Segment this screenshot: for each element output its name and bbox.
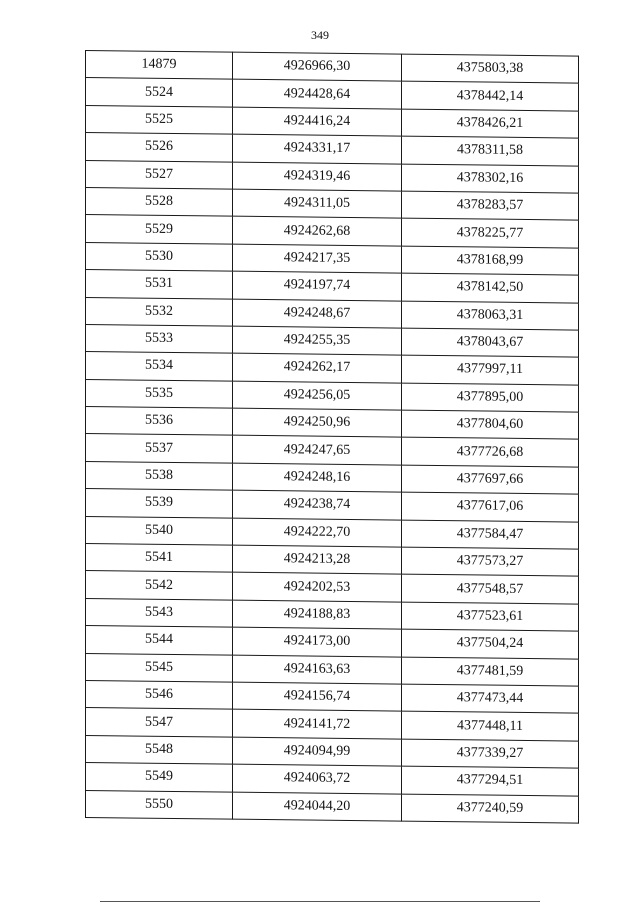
coordinates-table-container [85,50,575,823]
y-coordinate-cell: 4377697,66 [402,465,579,494]
x-coordinate-cell: 4924311,05 [233,189,402,218]
y-coordinate-cell: 4377895,00 [402,383,579,412]
point-number-cell: 5532 [86,297,233,326]
point-number-cell: 5531 [86,270,233,299]
point-number-cell: 14879 [86,51,233,80]
y-coordinate-cell: 4377473,44 [402,684,579,713]
x-coordinate-cell: 4924213,28 [233,545,402,574]
point-number-cell: 5530 [86,242,233,271]
point-number-cell: 5548 [86,735,233,764]
coordinates-table [85,50,579,824]
x-coordinate-cell: 4924217,35 [233,244,402,273]
x-coordinate-cell: 4924238,74 [233,490,402,519]
point-number-cell: 5536 [86,407,233,436]
y-coordinate-cell: 4377997,11 [402,355,579,384]
x-coordinate-cell: 4926966,30 [233,52,402,81]
point-number-cell: 5537 [86,434,233,463]
y-coordinate-cell: 4377573,27 [402,547,579,576]
x-coordinate-cell: 4924255,35 [233,326,402,355]
x-coordinate-cell: 4924262,17 [233,353,402,382]
point-number-cell: 5549 [86,763,233,792]
y-coordinate-cell: 4377726,68 [402,438,579,467]
x-coordinate-cell: 4924262,68 [233,217,402,246]
point-number-cell: 5540 [86,516,233,545]
y-coordinate-cell: 4378043,67 [402,328,579,357]
x-coordinate-cell: 4924247,65 [233,436,402,465]
y-coordinate-cell: 4378426,21 [402,109,579,138]
y-coordinate-cell: 4377804,60 [402,410,579,439]
y-coordinate-cell: 4377584,47 [402,520,579,549]
y-coordinate-cell: 4378225,77 [402,218,579,247]
y-coordinate-cell: 4378442,14 [402,81,579,110]
x-coordinate-cell: 4924250,96 [233,408,402,437]
point-number-cell: 5538 [86,461,233,490]
y-coordinate-cell: 4377523,61 [402,602,579,631]
y-coordinate-cell: 4378311,58 [402,136,579,165]
table-row [86,790,579,823]
y-coordinate-cell: 4377481,59 [402,657,579,686]
point-number-cell: 5533 [86,324,233,353]
point-number-cell: 5529 [86,215,233,244]
page-number: 349 [311,28,329,42]
x-coordinate-cell: 4924256,05 [233,381,402,410]
y-coordinate-cell: 4377448,11 [402,711,579,740]
y-coordinate-cell: 4378283,57 [402,191,579,220]
y-coordinate-cell: 4377294,51 [402,766,579,795]
x-coordinate-cell: 4924063,72 [233,764,402,793]
point-number-cell: 5535 [86,379,233,408]
x-coordinate-cell: 4924156,74 [233,682,402,711]
point-number-cell: 5526 [86,133,233,162]
x-coordinate-cell: 4924331,17 [233,134,402,163]
x-coordinate-cell: 4924173,00 [233,627,402,656]
point-number-cell: 5528 [86,187,233,216]
x-coordinate-cell: 4924188,83 [233,600,402,629]
x-coordinate-cell: 4924163,63 [233,655,402,684]
point-number-cell: 5525 [86,105,233,134]
y-coordinate-cell: 4377617,06 [402,492,579,521]
x-coordinate-cell: 4924044,20 [233,792,402,821]
point-number-cell: 5544 [86,626,233,655]
y-coordinate-cell: 4378168,99 [402,246,579,275]
point-number-cell: 5527 [86,160,233,189]
point-number-cell: 5547 [86,708,233,737]
x-coordinate-cell: 4924222,70 [233,518,402,547]
y-coordinate-cell: 4378302,16 [402,164,579,193]
x-coordinate-cell: 4924202,53 [233,573,402,602]
x-coordinate-cell: 4924248,67 [233,299,402,328]
x-coordinate-cell: 4924197,74 [233,271,402,300]
x-coordinate-cell: 4924319,46 [233,162,402,191]
y-coordinate-cell: 4378063,31 [402,301,579,330]
x-coordinate-cell: 4924248,16 [233,463,402,492]
y-coordinate-cell: 4377339,27 [402,739,579,768]
point-number-cell: 5534 [86,352,233,381]
x-coordinate-cell: 4924428,64 [233,80,402,109]
point-number-cell: 5539 [86,489,233,518]
x-coordinate-cell: 4924094,99 [233,737,402,766]
point-number-cell: 5541 [86,544,233,573]
y-coordinate-cell: 4378142,50 [402,273,579,302]
y-coordinate-cell: 4377504,24 [402,629,579,658]
y-coordinate-cell: 4377240,59 [402,794,579,823]
x-coordinate-cell: 4924141,72 [233,710,402,739]
x-coordinate-cell: 4924416,24 [233,107,402,136]
page-bottom-rule [100,901,540,902]
y-coordinate-cell: 4375803,38 [402,54,579,83]
point-number-cell: 5543 [86,598,233,627]
y-coordinate-cell: 4377548,57 [402,575,579,604]
point-number-cell: 5550 [86,790,233,819]
point-number-cell: 5545 [86,653,233,682]
point-number-cell: 5542 [86,571,233,600]
table-body [86,51,579,824]
point-number-cell: 5524 [86,78,233,107]
point-number-cell: 5546 [86,680,233,709]
